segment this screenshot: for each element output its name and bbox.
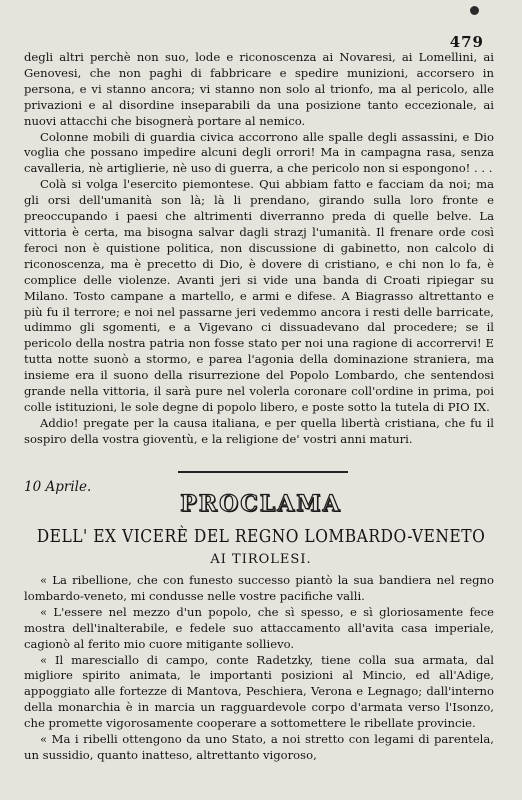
paragraph: Colonne mobili di guardia civica accorrono alle spalle degli assassini, e Dio voglia che possano impedire alcuni degli orrori! Ma in campagna rasa, senza cavalleria, nè artiglierie, nè uso di guerra, a che pericolo non si espongono! . . .: [24, 129, 494, 176]
paragraph: « L'essere nel mezzo d'un popolo, che sì spesso, e sì gloriosamente fece mostra dell'inalterabile, e fedele suo attaccamento all'avita casa imperiale, cagionò al ferito mio cuore mitigante sollievo.: [24, 604, 494, 651]
paragraph: « La ribellione, che con funesto successo piantò la sua bandiera nel regno lombardo-veneto, mi condusse nelle vostre pacifiche valli.: [24, 573, 494, 603]
date-line: 10 Aprile.: [24, 479, 92, 495]
paragraph: Addio! pregate per la causa italiana, e per quella libertà cristiana, che fu il sospiro della vostra gioventù, e la religione de' vostri anni maturi.: [24, 415, 494, 446]
page-number: 479: [449, 33, 484, 51]
proclamation-heading: DELL' EX VICERÈ DEL REGNO LOMBARDO-VENETO: [36, 525, 486, 547]
ink-spot: [470, 6, 479, 15]
section-divider: [178, 471, 348, 473]
body-text-bottom: [24, 573, 494, 764]
paragraph: « Il maresciallo di campo, conte Radetzky, tiene colla sua armata, dal migliore spirito animata, le importanti posizioni al Mincio, ed all'Adige, appoggiato alle fortezze di Mantova, Peschiera, Verona e Legnago; dall'interno della monarchia è in marcia un ragguardevole corpo d'armata verso l'Isonzo, che promette vigorosamente cooperare a sottomettere le ribellate provincie.: [24, 652, 494, 731]
proclamation-subheading: AI TIROLESI.: [210, 552, 312, 567]
proclama-title: PROCLAMA: [180, 491, 342, 517]
paragraph: « Ma i ribelli ottengono da uno Stato, a noi stretto con legami di parentela, un sussidio, quanto inatteso, altrettanto vigoroso,: [24, 732, 494, 762]
paragraph: degli altri perchè non suo, lode e riconoscenza ai Novaresi, ai Lomellini, ai Genovesi, che non paghi di fabbricare e spedire munizioni, accorsero in persona, e vi stanno ancora; vi stanno non solo al trionfo, ma al pericolo, alle privazioni e al disordine inseparabili da una posizione tanto eccezionale, ai nuovi attacchi che bisognerà portare al nemico.: [24, 50, 494, 128]
paragraph: Colà si volga l'esercito piemontese. Qui abbiam fatto e facciam da noi; ma gli orsi dell'umanità son là; là li prendano, girando sulla loro fronte e preoccupando i paesi che altrimenti diverranno preda di quelle belve. La vittoria è certa, ma bisogna salvar dagli strazj l'umanità. Il frenare orde così feroci non è quistione politica, non discussione di gabinetto, non calcolo di riconoscenza, ma è precetto di Dio, è dovere di cristiano, e chi non lo fa, è complice delle violenze. Avanti jeri si vide una banda di Croati ripiegar su Milano. Tosto campane a martello, e armi e difese. A Biagrasso altrettanto e più fu il terrore; e noi nel passarne jeri vedemmo ancora i resti delle barricate, udimmo gli sgomenti, e a Vigevano ci dissuadevano dal procedere; se il pericolo della nostra patria non fosse stato per noi una ragione di accorrervi! E tutta notte suonò a stormo, e parea l'agonia della dominazione straniera, ma insieme era il suono della risurrezione del Popolo Lombardo, che sentendosi grande nella vittoria, il sarà pure nel volerla coronare coll'ordine in prima, poi colle istituzioni, le sole degne di popolo libero, e poste sotto la tutela di PIO IX.: [24, 177, 494, 414]
body-text-top: [24, 50, 494, 448]
